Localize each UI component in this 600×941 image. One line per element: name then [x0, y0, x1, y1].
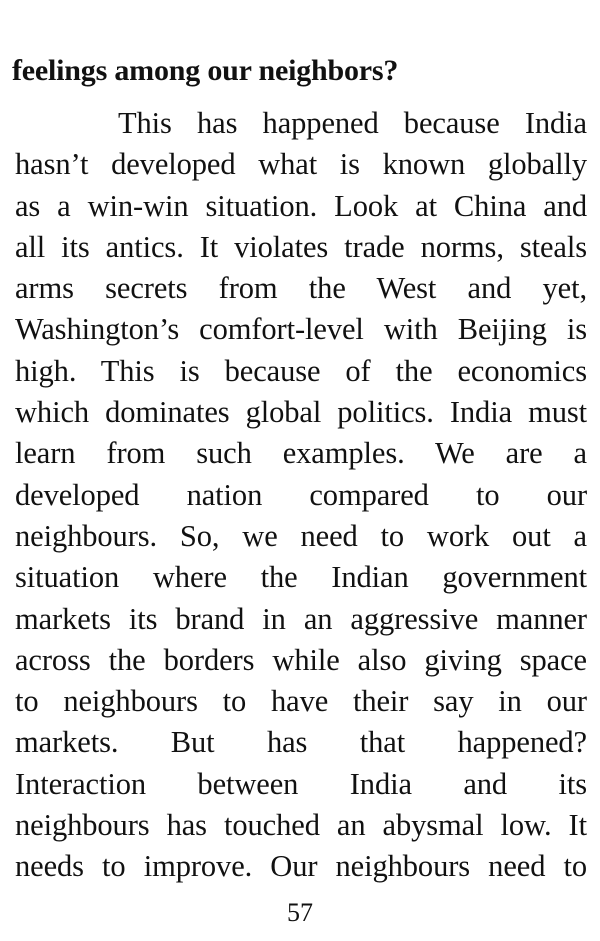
text-line: Washington’s comfort-level with Beijing is — [15, 312, 587, 347]
text-line: situation where the Indian government — [15, 560, 587, 595]
text-line: all its antics. It violates trade norms, steals — [15, 229, 587, 264]
text-line: arms secrets from the West and yet, — [15, 271, 587, 306]
text-line: high. This is because of the economics — [15, 353, 587, 388]
text-line: markets. But has that happened? — [15, 725, 587, 760]
text-line: learn from such examples. We are a — [15, 436, 587, 471]
text-line: across the borders while also giving space — [15, 642, 587, 677]
section-heading: feelings among our neighbors? — [12, 54, 399, 87]
text-line: developed nation compared to our — [15, 477, 587, 512]
text-line: neighbours. So, we need to work out a — [15, 518, 587, 553]
text-line: needs to improve. Our neighbours need to — [15, 849, 587, 884]
text-line: markets its brand in an aggressive manner — [15, 601, 587, 636]
text-line: hasn’t developed what is known globally — [15, 147, 587, 182]
text-line: which dominates global politics. India must — [15, 395, 587, 430]
body-paragraph — [15, 103, 587, 888]
text-line: This has happened because India — [118, 106, 587, 140]
text-line: neighbours has touched an abysmal low. It — [15, 808, 587, 843]
page-number: 57 — [287, 898, 313, 927]
text-line: to neighbours to have their say in our — [15, 684, 587, 719]
text-line: as a win-win situation. Look at China and — [15, 188, 587, 223]
text-line: Interaction between India and its — [15, 766, 587, 801]
